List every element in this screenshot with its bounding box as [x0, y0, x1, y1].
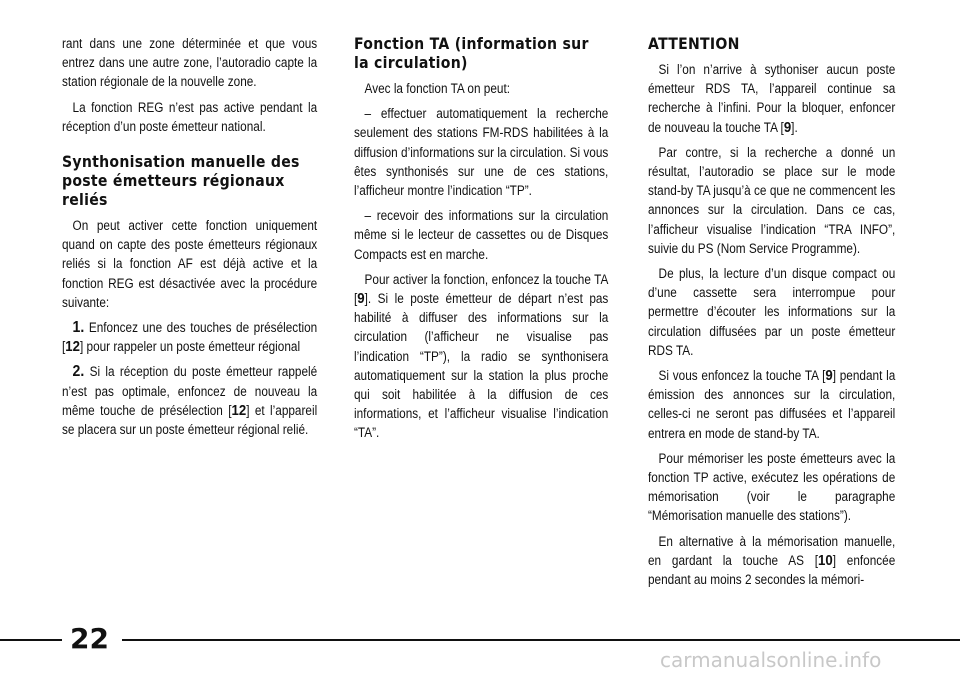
paragraph-text: Pour activer la fonction, enfoncez la touche TA [ [354, 271, 609, 307]
step-text: Si la réception du poste émetteur rappelé n’est pas optimale, enfoncez de nouveau la même touche de présélection [ [62, 364, 318, 418]
key-reference: 9 [783, 118, 792, 136]
key-reference: 9 [357, 290, 365, 308]
paragraph: – recevoir des informations sur la circulation même si le lecteur de cassettes ou de Disques Compacts est en marche. [354, 208, 609, 262]
section-heading: Fonction TA (information sur la circulation) [354, 34, 589, 72]
step-text: ] et l’appareil se placera sur un poste émetteur régional relié. [62, 402, 318, 438]
step-1 [62, 318, 317, 356]
paragraph-text: ]. Si le poste émetteur de départ n’est pas habilité à diffuser des informations sur la circulation (l’afficheur ne visualise pas l’indication “TP”), la radio se synthonisera automatiquement sur la station la plus proche qui soit habilitée à la diffusion de ces informations, et l’afficheur visualise l’indication “TA”. [354, 291, 609, 441]
key-reference: 12 [231, 401, 247, 419]
paragraph: Par contre, si la recherche a donné un résultat, l’autoradio se place sur le mode stand-by TA jusqu’à ce que ne commencent les annonces sur la circulation. Dans ce cas, l’afficheur visualise l’indication “TRA INFO”, suivie du PS (Nom Service Programme). [648, 144, 896, 256]
paragraph: On peut activer cette fonction uniquement quand on capte des poste émetteurs régionaux reliés si la fonction AF est déjà active et la fonction REG est désactivée avec la procédure suivante: [62, 218, 318, 310]
key-reference: 9 [825, 367, 833, 385]
paragraph-text: ]. [791, 119, 798, 135]
step-number: 1. [72, 319, 85, 337]
paragraph-text: ] enfoncée pendant au moins 2 secondes la mémori- [648, 552, 896, 588]
paragraph: De plus, la lecture d’un disque compact ou d’une cassette sera interrompue pour permettre d’écouter les informations sur la circulation diffusées par un poste émetteur RDS TA. [648, 266, 896, 358]
section-heading: Synthonisation manuelle des poste émetteurs régionaux reliés [62, 152, 300, 210]
paragraph: rant dans une zone déterminée et que vous entrez dans une autre zone, l’autoradio capte la station régionale de la nouvelle zone. [62, 36, 318, 90]
paragraph-text: En alternative à la mémorisation manuelle, en gardant la touche AS [ [648, 533, 896, 568]
paragraph-text: Si l’on n’arrive à sythoniser aucun poste émetteur RDS TA, l’appareil continue sa recherche à l’infini. Pour la bloquer, enfoncer de nouveau la touche TA [ [648, 62, 896, 135]
step-2 [62, 362, 317, 439]
watermark: carmanualsonline.info [660, 648, 882, 672]
paragraph: – effectuer automatiquement la recherche seulement des stations FM-RDS habilitées à la diffusion d’informations sur la circulation. Si vous êtes synthonisés sur une de ces stations, l’afficheur montre l’indication “TP”. [354, 106, 609, 199]
page-number: 22 [70, 622, 109, 655]
text-column-left [62, 34, 317, 445]
key-reference: 12 [65, 338, 80, 356]
paragraph [648, 60, 895, 137]
paragraph [648, 366, 895, 443]
paragraph-text: ] pendant la émission des annonces sur la circulation, celles-ci ne seront pas diffusées et l’appareil entrera en mode de stand-by TA. [648, 368, 896, 441]
step-text: Enfoncez une des touches de présélection [ [62, 320, 318, 355]
step-number: 2. [72, 363, 85, 381]
text-column-right [648, 34, 895, 595]
text-column-middle [354, 34, 608, 449]
paragraph [648, 532, 895, 590]
key-reference: 10 [818, 551, 833, 569]
footer-rule-left [0, 639, 62, 641]
paragraph-text: Si vous enfoncez la touche TA [ [658, 368, 826, 384]
paragraph: Avec la fonction TA on peut: [364, 81, 510, 96]
paragraph [354, 270, 608, 443]
paragraph: La fonction REG n’est pas active pendant la réception d’un poste émetteur national. [62, 99, 318, 134]
attention-heading: ATTENTION [648, 34, 740, 53]
step-text: ] pour rappeler un poste émetteur régional [79, 339, 301, 355]
paragraph: Pour mémoriser les poste émetteurs avec la fonction TP active, exécutez les opérations de mémorisation (voir le paragraphe “Mémorisation manuelle des stations”). [648, 450, 896, 524]
footer-rule-right [122, 639, 960, 641]
